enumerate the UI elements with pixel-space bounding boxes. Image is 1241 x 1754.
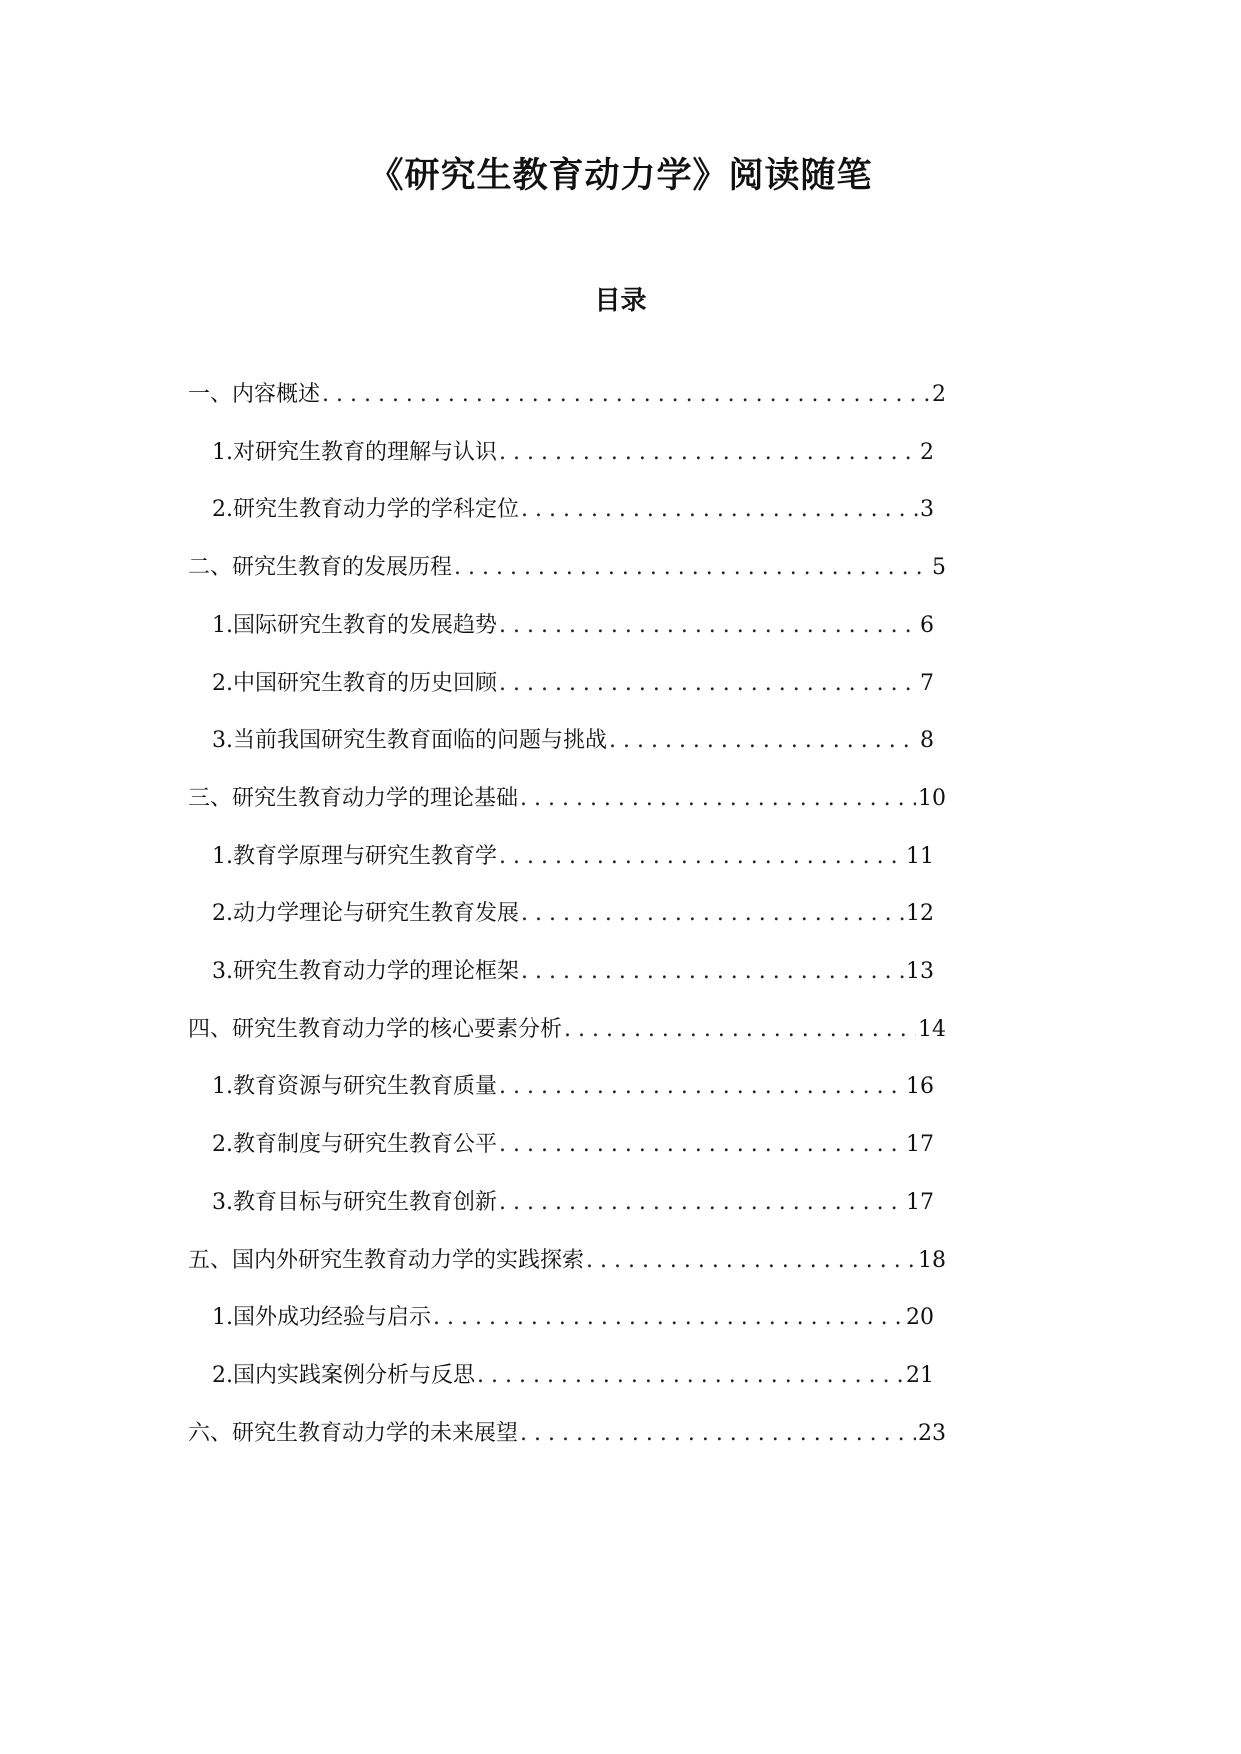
toc-section-entry[interactable]: [212, 438, 934, 468]
toc-page-number: 10: [918, 785, 946, 811]
toc-page-number: 14: [918, 1016, 946, 1042]
toc-page-number: 5: [932, 555, 946, 581]
toc-entry-number: 1.: [212, 843, 233, 869]
toc-section-entry[interactable]: [212, 1188, 934, 1218]
toc-entry-label: 研究生教育动力学的学科定位: [233, 497, 520, 523]
toc-chapter-entry[interactable]: [188, 1246, 946, 1276]
toc-dot-leader: [499, 1072, 904, 1102]
toc-section-entry[interactable]: [212, 957, 934, 987]
toc-entry-number: 1.: [212, 1305, 233, 1331]
toc-page-number: 13: [906, 959, 934, 984]
toc-page-number: 8: [920, 728, 934, 754]
toc-dot-leader: [520, 784, 916, 814]
document-title: 《研究生教育动力学》阅读随笔: [368, 155, 873, 196]
toc-dot-leader: [477, 1361, 904, 1391]
toc-dot-leader: [521, 495, 918, 525]
toc-page-number: 12: [906, 901, 934, 927]
toc-chapter-entry[interactable]: [188, 1015, 946, 1045]
toc-dot-leader: [433, 1303, 904, 1333]
toc-page-number: 2: [920, 439, 934, 465]
toc-entry-number: 2.: [212, 1362, 233, 1388]
toc-dot-leader: [564, 1015, 916, 1045]
toc-entry-label: 四、研究生教育动力学的核心要素分析: [188, 1016, 563, 1042]
toc-dot-leader: [499, 1188, 904, 1218]
toc-entry-number: 2.: [212, 670, 233, 696]
toc-entry-label: 国外成功经验与启示: [233, 1305, 432, 1331]
toc-entry-label: 教育制度与研究生教育公平: [233, 1132, 498, 1158]
toc-dot-leader: [499, 842, 904, 872]
toc-section-entry[interactable]: [212, 669, 934, 699]
toc-entry-number: 1.: [212, 1074, 233, 1100]
toc-chapter-entry[interactable]: [188, 553, 946, 583]
toc-dot-leader: [521, 957, 904, 987]
toc-section-entry[interactable]: [212, 726, 934, 756]
toc-page-number: 16: [906, 1074, 934, 1100]
toc-entry-label: 对研究生教育的理解与认识: [233, 439, 498, 465]
toc-section-entry[interactable]: [212, 842, 934, 872]
toc-entry-label: 三、研究生教育动力学的理论基础: [188, 785, 519, 811]
toc-dot-leader: [499, 611, 918, 641]
toc-page-number: 18: [918, 1247, 946, 1273]
toc-entry-number: 2.: [212, 497, 233, 523]
toc-page-number: 3: [920, 497, 934, 523]
toc-dot-leader: [520, 1419, 916, 1449]
toc-entry-label: 教育目标与研究生教育创新: [233, 1189, 498, 1215]
toc-page-number: 7: [920, 670, 934, 696]
toc-section-entry[interactable]: [212, 1303, 934, 1333]
toc-entry-label: 研究生教育动力学的理论框架: [233, 959, 520, 984]
toc-entry-label: 当前我国研究生教育面临的问题与挑战: [233, 728, 608, 754]
toc-entry-label: 国内实践案例分析与反思: [233, 1362, 476, 1388]
toc-page-number: 21: [906, 1362, 934, 1388]
toc-heading: 目录: [594, 286, 647, 316]
toc-entry-number: 3.: [212, 959, 233, 984]
toc-entry-number: 2.: [212, 1132, 233, 1158]
toc-page-number: 23: [918, 1420, 946, 1446]
toc-section-entry[interactable]: [212, 495, 934, 525]
toc-page-number: 17: [906, 1189, 934, 1215]
toc-page-number: 11: [906, 843, 934, 869]
toc-chapter-entry[interactable]: [188, 380, 946, 410]
toc-page-number: 2: [932, 382, 946, 407]
toc-chapter-entry[interactable]: [188, 784, 946, 814]
toc-dot-leader: [499, 438, 918, 468]
toc-dot-leader: [499, 669, 918, 699]
toc-entry-number: 3.: [212, 728, 233, 754]
toc-dot-leader: [499, 1130, 904, 1160]
toc-section-entry[interactable]: [212, 1361, 934, 1391]
toc-chapter-entry[interactable]: [188, 1419, 946, 1449]
toc-dot-leader: [454, 553, 930, 583]
toc-entry-label: 五、国内外研究生教育动力学的实践探索: [188, 1247, 585, 1273]
toc-section-entry[interactable]: [212, 1130, 934, 1160]
toc-entry-number: 2.: [212, 901, 233, 927]
toc-entry-label: 国际研究生教育的发展趋势: [233, 612, 498, 638]
toc-entry-label: 六、研究生教育动力学的未来展望: [188, 1420, 519, 1446]
toc-page-number: 17: [906, 1132, 934, 1158]
toc-dot-leader: [322, 380, 930, 410]
toc-dot-leader: [521, 899, 904, 929]
toc-section-entry[interactable]: [212, 611, 934, 641]
toc-entry-label: 动力学理论与研究生教育发展: [233, 901, 520, 927]
toc-entry-label: 一、内容概述: [188, 382, 321, 407]
toc-entry-label: 二、研究生教育的发展历程: [188, 555, 453, 581]
toc-entry-label: 教育学原理与研究生教育学: [233, 843, 498, 869]
toc-page-number: 6: [920, 612, 934, 638]
toc-entry-label: 中国研究生教育的历史回顾: [233, 670, 498, 696]
toc-entry-number: 1.: [212, 439, 233, 465]
toc-dot-leader: [609, 726, 918, 756]
toc-entry-number: 3.: [212, 1189, 233, 1215]
toc-entry-label: 教育资源与研究生教育质量: [233, 1074, 498, 1100]
toc-section-entry[interactable]: [212, 1072, 934, 1102]
toc-dot-leader: [586, 1246, 916, 1276]
toc-page-number: 20: [906, 1305, 934, 1331]
toc-entry-number: 1.: [212, 612, 233, 638]
toc-section-entry[interactable]: [212, 899, 934, 929]
